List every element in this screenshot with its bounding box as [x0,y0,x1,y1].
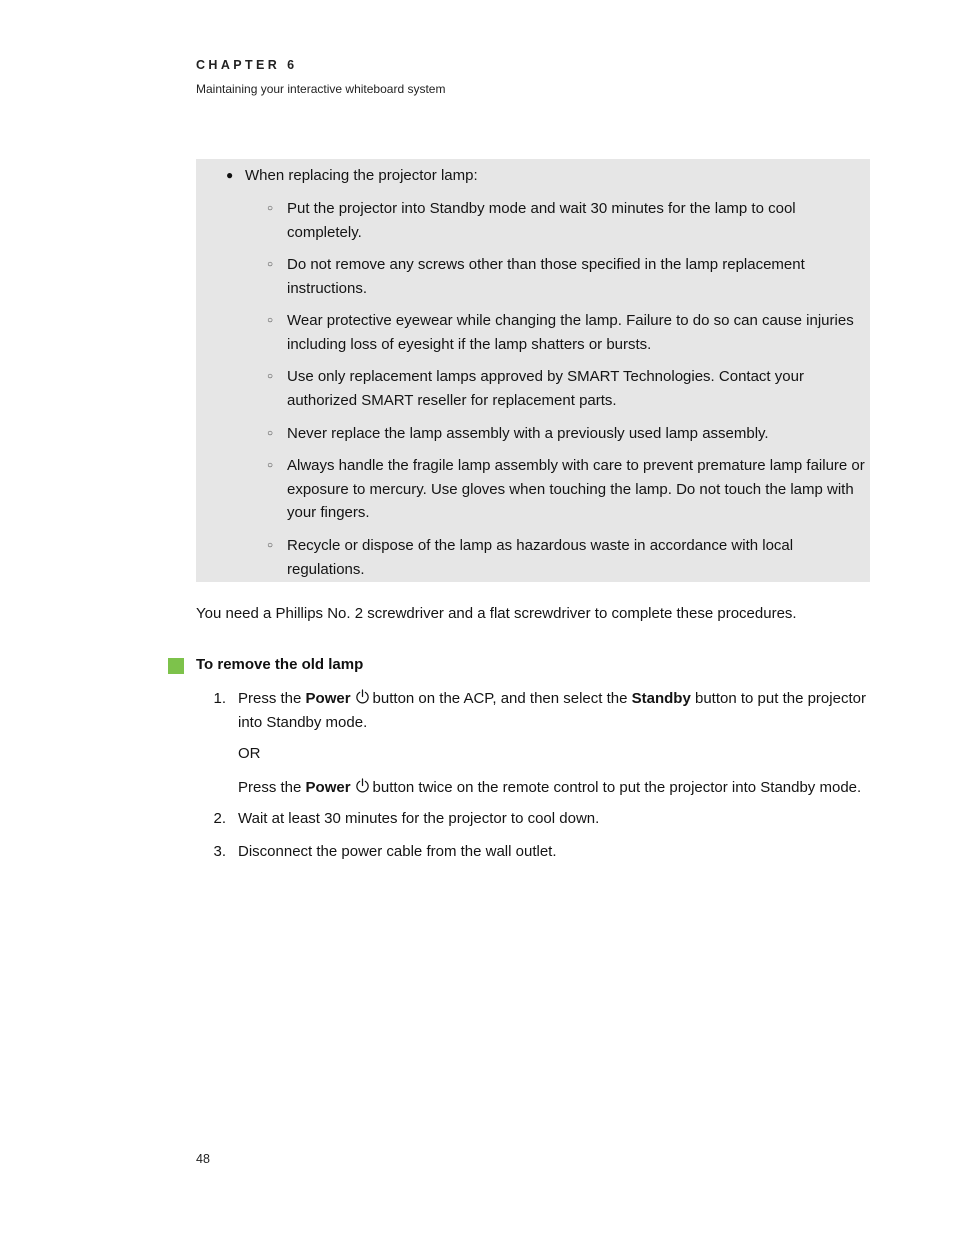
sub-bullet-marker: ○ [267,540,274,551]
bullet-marker: ● [226,168,234,182]
step-number: 3. [213,843,226,860]
step-number: 1. [213,690,226,707]
tools-note: You need a Phillips No. 2 screwdriver and a flat screwdriver to complete these procedures. [196,605,797,622]
chapter-subtitle: Maintaining your interactive whiteboard system [196,82,446,96]
sub-bullet-marker: ○ [267,315,274,326]
sub-bullet-marker: ○ [267,203,274,214]
step-3-text: Disconnect the power cable from the wall outlet. [238,843,557,860]
warning-item: Recycle or dispose of the lamp as hazardous waste in accordance with local regulations. [287,537,794,578]
warning-item: Use only replacement lamps approved by SMART Technologies. Contact your authorized SMART reseller for replacement parts. [287,368,804,409]
power-icon [355,778,370,793]
sub-bullet-marker: ○ [267,428,274,439]
warning-bullet: When replacing the projector lamp: [245,167,478,184]
step-2-text: Wait at least 30 minutes for the projector to cool down. [238,810,600,827]
sub-bullet-marker: ○ [267,371,274,382]
step-1-text: Press the Power button on the ACP, and then select the Standby button to put the projector into Standby mode. [238,690,866,731]
procedure-title: To remove the old lamp [196,656,364,673]
warning-item: Put the projector into Standby mode and wait 30 minutes for the lamp to cool completely. [287,200,796,241]
or-separator: OR [238,745,261,762]
power-icon [355,689,370,704]
procedure-marker-icon [168,658,184,674]
sub-bullet-marker: ○ [267,259,274,270]
page-number: 48 [196,1152,210,1166]
warning-item: Wear protective eyewear while changing the lamp. Failure to do so can cause injuries including loss of eyesight if the lamp shatters or bursts. [287,312,854,353]
warning-item: Always handle the fragile lamp assembly with care to prevent premature lamp failure or exposure to mercury. Use gloves when touching the lamp. Do not touch the lamp with your fingers. [287,457,865,521]
warning-item: Do not remove any screws other than those specified in the lamp replacement instructions. [287,256,805,297]
step-number: 2. [213,810,226,827]
sub-bullet-marker: ○ [267,460,274,471]
warning-item: Never replace the lamp assembly with a previously used lamp assembly. [287,425,769,442]
chapter-label: CHAPTER 6 [196,58,298,72]
step-1-alternative-text: Press the Power button twice on the remote control to put the projector into Standby mode. [238,779,862,796]
